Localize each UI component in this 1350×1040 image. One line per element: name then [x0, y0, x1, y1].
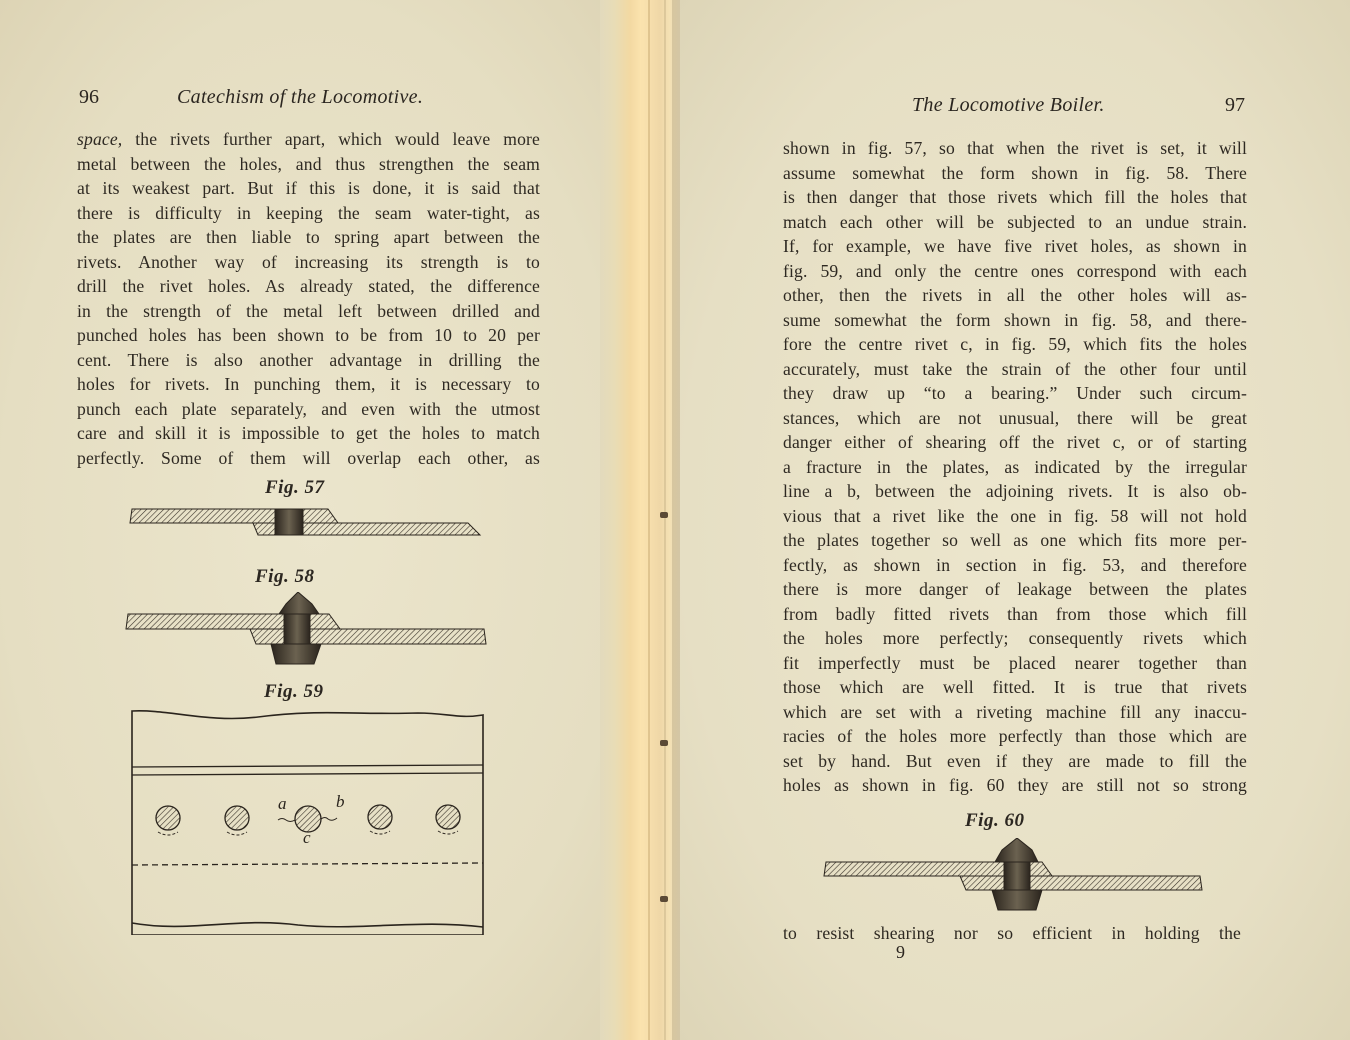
text-line: rivets. Another way of increasing its strength is to	[77, 251, 540, 272]
text-line: metal between the holes, and thus strengthen the seam	[77, 153, 540, 174]
well-fitted-rivet-drawing	[820, 838, 1210, 913]
text-line: assume somewhat the form shown in fig. 58. There	[783, 162, 1247, 183]
text-line: there is difficulty in keeping the seam water-tight, as	[77, 202, 540, 223]
text-line: holes as shown in fig. 60 they are still not so strong	[783, 775, 1247, 795]
text-line: care and skill it is impossible to get the holes to match	[77, 423, 540, 443]
text-line: to resist shearing nor so efficient in holding the	[783, 923, 1241, 943]
text-line: shown in fig. 57, so that when the rivet is set, it will	[783, 138, 1247, 158]
text-line: stances, which are not unusual, there will be great	[783, 407, 1247, 428]
text-line: in the strength of the metal left between drilled and	[77, 300, 540, 321]
text-line: If, for example, we have five rivet holes, as shown in	[783, 236, 1247, 256]
text-line: accurately, must take the strain of the other four until	[783, 358, 1247, 379]
text-line: racies of the holes more perfectly than those which are	[783, 726, 1247, 746]
text-line: cent. There is also another advantage in drilling the	[77, 349, 540, 370]
figure-caption: Fig. 59	[264, 681, 324, 702]
figure-caption: Fig. 58	[255, 566, 315, 587]
text-line: line a b, between the adjoining rivets. It is also ob-	[783, 481, 1247, 501]
figure-caption: Fig. 60	[965, 810, 1025, 831]
binding-stitch	[660, 512, 668, 518]
text-line: space, the rivets further apart, which would leave more	[77, 129, 540, 149]
right-final-line	[783, 921, 1241, 946]
text-line: those which are well fitted. It is true that rivets	[783, 677, 1247, 697]
text-line: the plates are then liable to spring apart between the	[77, 227, 540, 247]
text-line: vious that a rivet like the one in fig. 58 will not hold	[783, 505, 1247, 526]
label-a: a	[278, 794, 287, 813]
binding-stitch	[660, 896, 668, 902]
right-running-title: The Locomotive Boiler.	[912, 94, 1105, 116]
text-line: at its weakest part. But if this is done, it is said that	[77, 178, 540, 198]
right-page	[680, 0, 1350, 1040]
left-page-number: 96	[79, 86, 99, 108]
text-line: there is more danger of leakage between the plates	[783, 579, 1247, 599]
text-line: they draw up “to a bearing.” Under such circum-	[783, 383, 1247, 403]
text-line: which are set with a riveting machine fill any inaccu-	[783, 701, 1247, 722]
text-line: fore the centre rivet c, in fig. 59, which fits the holes	[783, 334, 1247, 354]
text-line: drill the rivet holes. As already stated, the difference	[77, 276, 540, 296]
text-line: sume somewhat the form shown in fig. 58, and there-	[783, 309, 1247, 330]
italic-lead-word: space,	[77, 129, 123, 149]
text-line: fit imperfectly must be placed nearer together than	[783, 652, 1247, 673]
left-running-title: Catechism of the Locomotive.	[177, 86, 424, 108]
binding-stitch	[660, 740, 668, 746]
text-line: punch each plate separately, and even with the utmost	[77, 398, 540, 419]
text-line: danger either of shearing off the rivet c, or of starting	[783, 432, 1247, 452]
text-line: is then danger that those rivets which fill the holes that	[783, 187, 1247, 207]
text-line: other, then the rivets in all the other holes will as-	[783, 285, 1247, 305]
text-line: fectly, as shown in section in fig. 53, and therefore	[783, 554, 1247, 575]
text-line: punched holes has been shown to be from 10 to 20 per	[77, 325, 540, 345]
label-c: c	[303, 828, 311, 847]
text-line: set by hand. But even if they are made to fill the	[783, 750, 1247, 771]
left-page	[0, 0, 630, 1040]
text-line: perfectly. Some of them will overlap each other, as	[77, 447, 540, 468]
text-line: from badly fitted rivets than from those which fill	[783, 603, 1247, 624]
text-line: a fracture in the plates, as indicated by the irregular	[783, 456, 1247, 477]
text-line: the plates together so well as one which fits more per-	[783, 530, 1247, 550]
right-page-number: 97	[1225, 94, 1245, 116]
label-b: b	[336, 792, 345, 811]
riveted-plates-drawing	[128, 505, 488, 545]
left-body-text	[77, 127, 540, 470]
signature-mark: 9	[896, 942, 905, 962]
figure-caption: Fig. 57	[265, 477, 325, 498]
text-line: match each other will be subjected to an undue strain.	[783, 211, 1247, 232]
text-line: holes for rivets. In punching them, it is necessary to	[77, 374, 540, 394]
right-body-text	[783, 136, 1247, 798]
misfit-rivet-drawing	[124, 592, 494, 667]
rivet-holes-plate-drawing	[128, 705, 498, 935]
text-line: the holes more perfectly; consequently rivets which	[783, 628, 1247, 648]
text-line: fig. 59, and only the centre ones correspond with each	[783, 260, 1247, 281]
